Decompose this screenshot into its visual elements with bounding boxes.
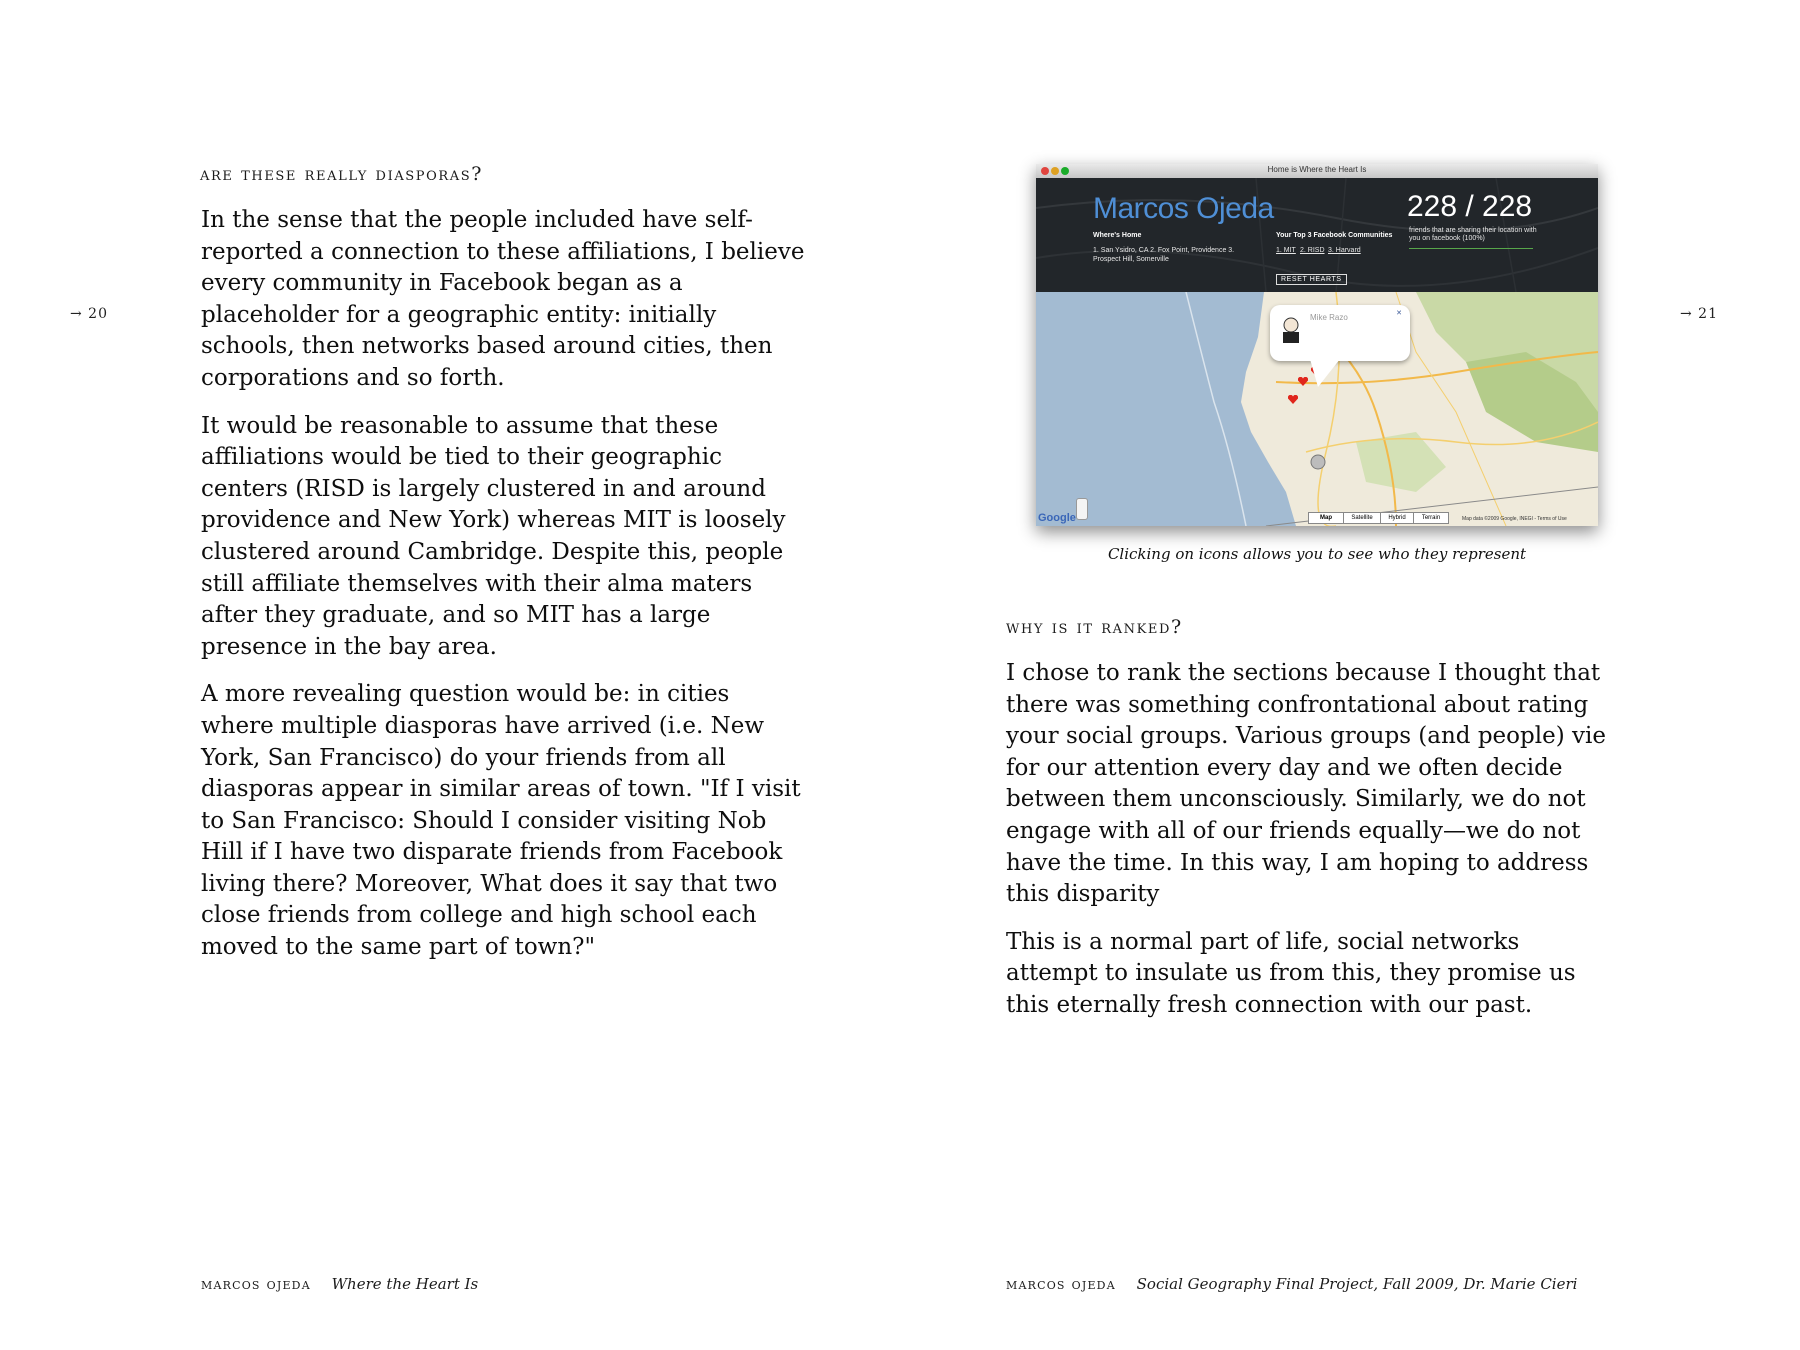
left-paragraph-3: A more revealing question would be: in cities where multiple diasporas have arrived (i.e. New York, San Francisco) do your friends from all diasporas appear in similar areas of town. "If I visit to San Francisco: Should I consider visiting Nob Hill if I have two disparate friends from Facebook living there? Moreover, What does it say that two close friends from college and high school each moved to the same part of town?" [201, 681, 801, 961]
communities-label: Your Top 3 Facebook Communities [1276, 232, 1393, 239]
left-heading: are these really diasporas? [200, 163, 484, 185]
right-body [1006, 658, 1614, 1038]
community-link-risd[interactable]: 2. RISD [1300, 247, 1325, 254]
right-paragraph-1: I chose to rank the sections because I thought that there was something confrontational about rating your social groups. Various groups (and people) vie for our attention every day and we often decide between them unconsciously. Similarly, we do not engage with all of our friends equally—we do not have the time. In this way, I am hoping to address this disparity [1006, 660, 1606, 908]
map-type-terrain-button[interactable]: Terrain [1413, 512, 1449, 524]
community-link-harvard[interactable]: 3. Harvard [1328, 247, 1361, 254]
friend-popup [1270, 305, 1410, 361]
friend-count-bar [1409, 248, 1533, 249]
wheres-home-label: Where's Home [1093, 232, 1142, 239]
app-header [1036, 178, 1598, 292]
map-type-hybrid-button[interactable]: Hybrid [1380, 512, 1414, 524]
map-type-satellite-button[interactable]: Satellite [1343, 512, 1381, 524]
left-paragraph-1: In the sense that the people included have self-reported a connection to these affiliations, I believe every community in Facebook began as a placeholder for a geographic entity: initially schools, then networks based around cities, then corporations and so forth. [201, 207, 805, 391]
left-body [201, 205, 809, 980]
popup-pointer [1310, 359, 1340, 389]
community-link-mit[interactable]: 1. MIT [1276, 247, 1296, 254]
right-page-number: → 21 [1680, 306, 1718, 322]
google-logo: Google [1038, 512, 1076, 524]
reset-hearts-button[interactable]: RESET HEARTS [1276, 274, 1347, 285]
map-attribution: Map data ©2009 Google, INEGI - Terms of Use [1462, 516, 1567, 522]
right-footer [1006, 1275, 1577, 1293]
map[interactable] [1036, 292, 1598, 526]
right-heading: why is it ranked? [1006, 616, 1183, 638]
app-screenshot [1036, 164, 1598, 526]
footer-author: marcos ojeda [1006, 1275, 1116, 1293]
friend-count: 228 / 228 [1407, 190, 1533, 223]
footer-author: marcos ojeda [201, 1275, 311, 1293]
heart-marker-icon[interactable] [1298, 377, 1308, 386]
left-page-number: → 20 [70, 306, 108, 322]
footer-title: Where the Heart Is [331, 1275, 479, 1293]
footer-title: Social Geography Final Project, Fall 2009, Dr. Marie Cieri [1136, 1275, 1578, 1293]
left-paragraph-2: It would be reasonable to assume that these affiliations would be tied to their geographic centers (RISD is largely clustered in and around providence and New York) whereas MIT is loosely clustered around Cambridge. Despite this, people still affiliate themselves with their alma maters after they graduate, and so MIT has a large presence in the bay area. [201, 412, 786, 660]
figure-caption: Clicking on icons allows you to see who they represent [1107, 545, 1527, 563]
heart-marker-icon[interactable] [1288, 395, 1298, 404]
friend-avatar-icon [1278, 315, 1304, 345]
left-footer [201, 1275, 478, 1293]
app-name: Marcos Ojeda [1093, 192, 1274, 225]
popup-close-icon[interactable]: ✕ [1396, 310, 1402, 317]
wheres-home-list: 1. San Ysidro, CA 2. Fox Point, Providence 3. Prospect Hill, Somerville [1093, 247, 1235, 263]
popup-friend-name: Mike Razo [1310, 313, 1348, 322]
map-type-map-button[interactable]: Map [1308, 512, 1344, 524]
friend-count-description: friends that are sharing their location with you on facebook (100%) [1409, 227, 1537, 242]
window-title-bar [1036, 164, 1598, 179]
right-paragraph-2: This is a normal part of life, social networks attempt to insulate us from this, they promise us this eternally fresh connection with our past. [1006, 928, 1576, 1018]
window-title: Home is Where the Heart Is [1267, 165, 1367, 174]
zoom-control[interactable] [1076, 498, 1088, 520]
